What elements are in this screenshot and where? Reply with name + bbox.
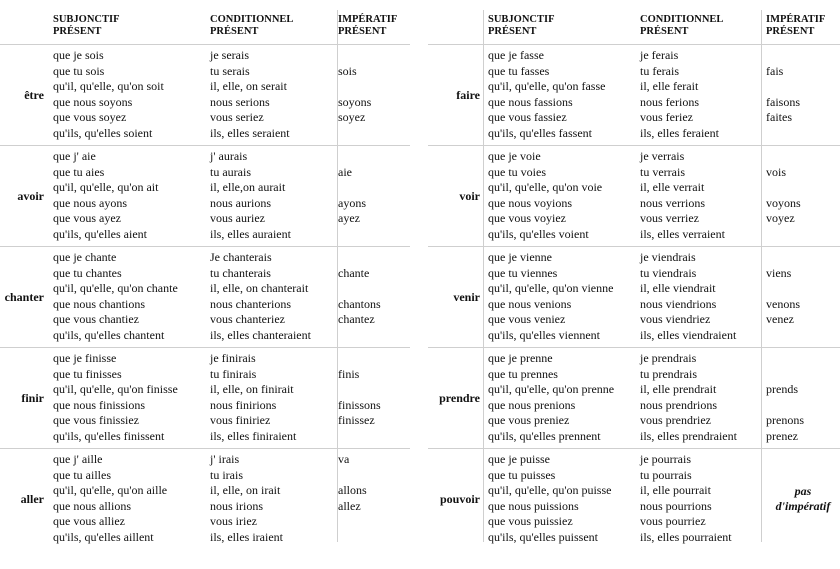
conjugation-line: prenez <box>766 428 798 443</box>
header-imperatif: IMPÉRATIF PRÉSENT <box>766 14 826 37</box>
conjugation-line <box>338 48 410 64</box>
conjugation-line: venez <box>766 312 794 327</box>
imperatif-column <box>338 247 410 347</box>
subjonctif-column <box>484 45 640 145</box>
conjugation-line: que je vienne <box>488 250 552 264</box>
conjugation-line: que nous allions <box>53 498 131 513</box>
conjugation-line: qu'il, qu'elle, qu'on puisse <box>488 483 612 498</box>
conjugation-line: que je puisse <box>488 452 550 466</box>
conjugation-line: nous viendrions <box>640 296 717 311</box>
conjugation-table-right <box>428 10 840 549</box>
conjugation-line: nous serions <box>210 94 270 109</box>
conjugation-line: voyons <box>766 195 801 210</box>
conjugation-line <box>766 281 840 297</box>
conjugation-line: que je chante <box>53 250 117 264</box>
conjugation-line: il, elle, on serait <box>210 79 287 94</box>
conjugation-line: que nous voyions <box>488 195 572 210</box>
conjugation-table-left <box>0 10 410 549</box>
conjugation-line: tu ferais <box>640 63 679 78</box>
conjugation-line: vous verriez <box>640 211 699 226</box>
imperatif-column <box>762 45 840 145</box>
conjugation-line: je ferais <box>640 48 679 62</box>
header-subjonctif: SUBJONCTIF PRÉSENT <box>488 14 555 37</box>
conjugation-line: tu chanterais <box>210 265 271 280</box>
conjugation-line: prenons <box>766 413 804 428</box>
conjugation-line: qu'il, qu'elle, qu'on chante <box>53 281 178 296</box>
conjugation-line: ayons <box>338 195 366 210</box>
conjugation-line: vous feriez <box>640 110 693 125</box>
conjugation-line: que je prenne <box>488 351 553 365</box>
subjonctif-column <box>484 146 640 246</box>
subjonctif-column <box>484 449 640 549</box>
conjugation-line: ils, elles seraient <box>210 125 290 140</box>
conjugation-line: va <box>338 452 350 466</box>
conjugation-line: chante <box>338 265 370 280</box>
verb-label: faire <box>456 87 480 102</box>
conjugation-line <box>766 328 840 344</box>
conjugation-line: chantons <box>338 296 381 311</box>
imperatif-column <box>762 348 840 448</box>
verb-block-3 <box>0 347 410 448</box>
header-conditionnel: CONDITIONNEL PRÉSENT <box>210 14 294 37</box>
conjugation-line: qu'ils, qu'elles puissent <box>488 529 598 544</box>
conjugation-line: ils, elles auraient <box>210 226 291 241</box>
conjugation-line: vous seriez <box>210 110 264 125</box>
conjugation-line: qu'ils, qu'elles soient <box>53 125 153 140</box>
conjugation-line: tu verrais <box>640 164 685 179</box>
subjonctif-column <box>484 348 640 448</box>
column-divider <box>761 10 762 542</box>
conjugation-line <box>338 149 410 165</box>
conjugation-line: que vous alliez <box>53 514 125 529</box>
conjugation-line: il, elle prendrait <box>640 382 717 397</box>
conjugation-line: que vous voyiez <box>488 211 566 226</box>
conjugation-line: nous chanterions <box>210 296 291 311</box>
conjugation-line: ils, elles finiraient <box>210 428 297 443</box>
conjugation-line: prends <box>766 382 798 397</box>
conjugation-line: vous finiriez <box>210 413 271 428</box>
conjugation-line: que nous venions <box>488 296 572 311</box>
subjonctif-column <box>48 247 210 347</box>
conjugation-line: vous chanteriez <box>210 312 285 327</box>
conjugation-line: que tu chantes <box>53 265 122 280</box>
verb-block-0 <box>0 45 410 145</box>
verb-label: prendre <box>439 390 480 405</box>
conjugation-line: que je finisse <box>53 351 117 365</box>
conjugation-line: vois <box>766 164 787 179</box>
conjugation-line: il, elle viendrait <box>640 281 716 296</box>
table-header <box>428 10 840 45</box>
conjugation-line: ils, elles verraient <box>640 226 725 241</box>
conjugation-line <box>766 149 840 165</box>
verb-label: aller <box>20 491 44 506</box>
header-conditionnel: CONDITIONNEL PRÉSENT <box>640 14 724 37</box>
verb-label: être <box>24 87 44 102</box>
conjugation-line: que nous prenions <box>488 397 576 412</box>
conjugation-line: je viendrais <box>640 250 696 264</box>
conjugation-line: que nous ayons <box>53 195 127 210</box>
conjugation-line <box>338 227 410 243</box>
conjugation-line: je pourrais <box>640 452 691 466</box>
conjugation-line: venons <box>766 296 800 311</box>
conjugation-line: que j' aie <box>53 149 96 163</box>
conjugation-line: fais <box>766 63 784 78</box>
imperatif-note: pas d'impératif <box>775 484 831 513</box>
conjugation-line: je verrais <box>640 149 685 163</box>
conjugation-line: j' irais <box>210 452 240 466</box>
imperatif-column <box>338 146 410 246</box>
conjugation-line: Je chanterais <box>210 250 272 264</box>
subjonctif-column <box>484 247 640 347</box>
conjugation-line: que vous veniez <box>488 312 566 327</box>
conjugation-line: finis <box>338 366 360 381</box>
conjugation-line: il, elle, on chanterait <box>210 281 309 296</box>
conjugation-line: qu'ils, qu'elles prennent <box>488 428 601 443</box>
conjugation-line <box>766 227 840 243</box>
header-subjonctif: SUBJONCTIF PRÉSENT <box>53 14 120 37</box>
verb-block-3 <box>428 347 840 448</box>
table-header <box>0 10 410 45</box>
conjugation-line: qu'ils, qu'elles aillent <box>53 529 154 544</box>
conjugation-line: que vous soyez <box>53 110 127 125</box>
conjugation-line: nous prendrions <box>640 397 717 412</box>
conjugation-line: vous iriez <box>210 514 257 529</box>
conjugation-line <box>338 351 410 367</box>
conjugation-line <box>766 180 840 196</box>
conjugation-line: qu'ils, qu'elles aient <box>53 226 147 241</box>
conjugation-line: il, elle ferait <box>640 79 699 94</box>
conjugation-line: aie <box>338 164 352 179</box>
conjugation-line: que vous finissiez <box>53 413 139 428</box>
verb-label: voir <box>459 188 480 203</box>
verb-label: venir <box>453 289 480 304</box>
conjugation-line: allez <box>338 498 361 513</box>
verb-block-4 <box>0 448 410 549</box>
conjugation-line: que nous chantions <box>53 296 145 311</box>
column-divider <box>337 10 338 542</box>
conjugation-line: que je sois <box>53 48 104 62</box>
conjugation-line: que tu viennes <box>488 265 558 280</box>
conjugation-line <box>338 180 410 196</box>
conjugation-line: tu irais <box>210 467 243 482</box>
conjugation-line: ils, elles pourraient <box>640 529 732 544</box>
conjugation-line: ils, elles iraient <box>210 529 283 544</box>
conjugation-line: nous aurions <box>210 195 271 210</box>
conditionnel-column <box>640 449 762 549</box>
conjugation-line: tu viendrais <box>640 265 697 280</box>
conjugation-line <box>766 126 840 142</box>
conjugation-line: que nous soyons <box>53 94 133 109</box>
conjugation-line: nous finirions <box>210 397 277 412</box>
conjugation-line: qu'il, qu'elle, qu'on vienne <box>488 281 614 296</box>
conjugation-line: que tu ailles <box>53 467 111 482</box>
conjugation-line <box>338 250 410 266</box>
imperatif-column <box>762 247 840 347</box>
conjugation-line: nous ferions <box>640 94 699 109</box>
conjugation-line: vous pourriez <box>640 514 706 529</box>
conditionnel-column <box>210 146 338 246</box>
conjugation-line: qu'il, qu'elle, qu'on fasse <box>488 79 606 94</box>
conjugation-line: que nous fassions <box>488 94 573 109</box>
subjonctif-column <box>48 45 210 145</box>
conjugation-line: allons <box>338 483 367 498</box>
verb-block-4 <box>428 448 840 549</box>
verb-label: avoir <box>17 188 44 203</box>
subjonctif-column <box>48 449 210 549</box>
imperatif-column <box>762 146 840 246</box>
conjugation-line: faites <box>766 110 792 125</box>
conjugation-line <box>338 429 410 445</box>
imperatif-column <box>338 348 410 448</box>
conjugation-line: qu'il, qu'elle, qu'on ait <box>53 180 159 195</box>
conditionnel-column <box>640 45 762 145</box>
header-imperatif: IMPÉRATIF PRÉSENT <box>338 14 398 37</box>
conjugation-line: chantez <box>338 312 375 327</box>
verb-label: chanter <box>4 289 44 304</box>
conjugation-line: il, elle,on aurait <box>210 180 286 195</box>
verb-label: pouvoir <box>439 491 480 506</box>
conjugation-line: il, elle verrait <box>640 180 705 195</box>
conjugation-line: que vous ayez <box>53 211 121 226</box>
conjugation-line: qu'il, qu'elle, qu'on voie <box>488 180 603 195</box>
verb-block-2 <box>0 246 410 347</box>
column-divider <box>483 10 484 542</box>
conjugation-line <box>766 250 840 266</box>
conjugation-line <box>338 126 410 142</box>
conjugation-line: ils, elles viendraient <box>640 327 737 342</box>
conjugation-line: qu'ils, qu'elles chantent <box>53 327 165 342</box>
conjugation-line: faisons <box>766 94 800 109</box>
conjugation-line: ils, elles prendraient <box>640 428 737 443</box>
conjugation-line: ayez <box>338 211 360 226</box>
imperatif-column <box>338 449 410 549</box>
conjugation-line: que vous chantiez <box>53 312 139 327</box>
conditionnel-column <box>210 348 338 448</box>
conjugation-line: que nous finissions <box>53 397 146 412</box>
conjugation-line <box>338 281 410 297</box>
conjugation-line: que vous preniez <box>488 413 570 428</box>
conjugation-line <box>338 530 410 546</box>
verb-block-0 <box>428 45 840 145</box>
conjugation-line: vous prendriez <box>640 413 711 428</box>
conjugation-line: finissez <box>338 413 375 428</box>
imperatif-column <box>338 45 410 145</box>
conditionnel-column <box>210 449 338 549</box>
conjugation-line: viens <box>766 265 792 280</box>
conjugation-line: que nous puissions <box>488 498 579 513</box>
conjugation-line <box>766 367 840 383</box>
conjugation-line: que je voie <box>488 149 541 163</box>
conjugation-line: qu'ils, qu'elles viennent <box>488 327 600 342</box>
conjugation-line: que tu sois <box>53 63 105 78</box>
conjugation-line <box>338 79 410 95</box>
conjugation-line: qu'ils, qu'elles finissent <box>53 428 165 443</box>
conjugation-line: ils, elles chanteraient <box>210 327 311 342</box>
conjugation-line: qu'il, qu'elle, qu'on prenne <box>488 382 615 397</box>
conjugation-line: voyez <box>766 211 795 226</box>
conjugation-line: tu serais <box>210 63 250 78</box>
conjugation-line <box>766 398 840 414</box>
conjugation-line: que vous fassiez <box>488 110 567 125</box>
conjugation-line: que tu prennes <box>488 366 558 381</box>
conjugation-line <box>338 328 410 344</box>
conditionnel-column <box>640 247 762 347</box>
conjugation-line: qu'il, qu'elle, qu'on aille <box>53 483 168 498</box>
conjugation-line: je prendrais <box>640 351 697 365</box>
conjugation-line: vous auriez <box>210 211 265 226</box>
verb-block-1 <box>0 145 410 246</box>
conjugation-line: tu pourrais <box>640 467 692 482</box>
conjugation-line: finissons <box>338 397 381 412</box>
conjugation-line: soyez <box>338 110 366 125</box>
conjugation-line: tu finirais <box>210 366 257 381</box>
subjonctif-column <box>48 146 210 246</box>
verb-label: finir <box>21 390 44 405</box>
conjugation-line <box>338 514 410 530</box>
conjugation-line: vous viendriez <box>640 312 711 327</box>
conjugation-line: tu prendrais <box>640 366 697 381</box>
conjugation-line: que tu puisses <box>488 467 556 482</box>
verb-block-1 <box>428 145 840 246</box>
conjugation-line: il, elle pourrait <box>640 483 711 498</box>
conjugation-line: j' aurais <box>210 149 248 163</box>
conjugation-line: tu aurais <box>210 164 251 179</box>
conjugation-line: que j' aille <box>53 452 103 466</box>
conjugation-line <box>338 468 410 484</box>
conjugation-line: soyons <box>338 94 372 109</box>
conjugation-line: qu'ils, qu'elles voient <box>488 226 589 241</box>
conjugation-line: sois <box>338 63 357 78</box>
conjugation-line <box>766 48 840 64</box>
conjugation-line: je serais <box>210 48 249 62</box>
conjugation-line: ils, elles feraient <box>640 125 719 140</box>
conjugation-line: je finirais <box>210 351 256 365</box>
conjugation-line: il, elle, on finirait <box>210 382 294 397</box>
conjugation-line: il, elle, on irait <box>210 483 281 498</box>
conjugation-line: qu'il, qu'elle, qu'on finisse <box>53 382 178 397</box>
conjugation-line: que je fasse <box>488 48 544 62</box>
conjugation-line: que tu fasses <box>488 63 550 78</box>
conjugation-line: que tu aies <box>53 164 105 179</box>
conjugation-line: que vous puissiez <box>488 514 573 529</box>
conjugation-line: nous verrions <box>640 195 705 210</box>
conjugation-line: que tu finisses <box>53 366 122 381</box>
conditionnel-column <box>640 348 762 448</box>
conjugation-line <box>338 382 410 398</box>
conjugation-line: qu'ils, qu'elles fassent <box>488 125 592 140</box>
conjugation-line: nous pourrions <box>640 498 712 513</box>
conjugation-line: qu'il, qu'elle, qu'on soit <box>53 79 164 94</box>
conditionnel-column <box>210 247 338 347</box>
conditionnel-column <box>210 45 338 145</box>
conjugation-line <box>766 79 840 95</box>
conjugation-line: que tu voies <box>488 164 546 179</box>
conditionnel-column <box>640 146 762 246</box>
subjonctif-column <box>48 348 210 448</box>
conjugation-line <box>766 351 840 367</box>
conjugation-line: nous irions <box>210 498 264 513</box>
verb-block-2 <box>428 246 840 347</box>
